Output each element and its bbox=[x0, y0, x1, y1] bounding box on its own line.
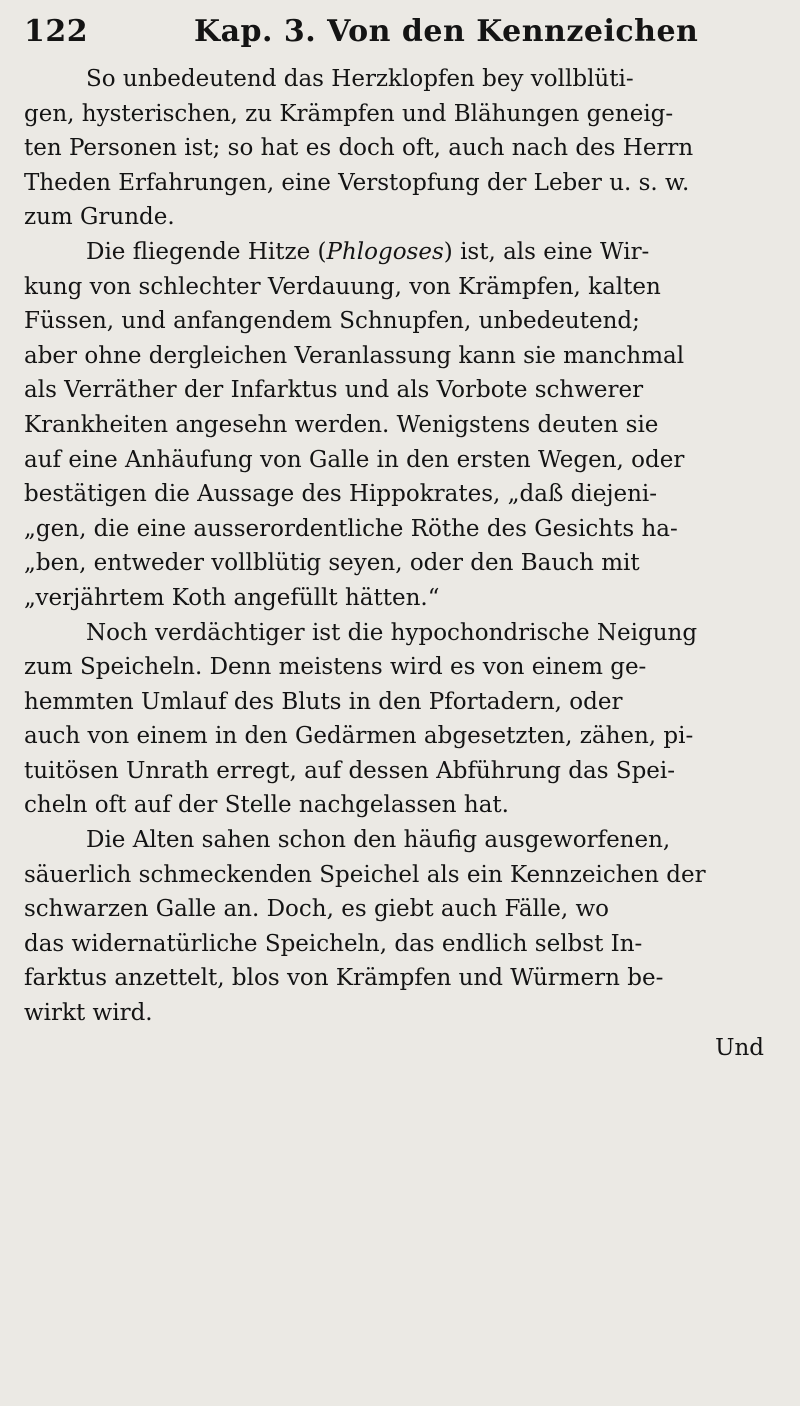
text-line: aber ohne dergleichen Veranlassung kann sie manchmal bbox=[24, 342, 685, 369]
body-text bbox=[24, 62, 776, 1065]
text-line: Theden Erfahrungen, eine Verstopfung der Leber u. s. w. bbox=[24, 169, 690, 196]
text-line: hemmten Umlauf des Bluts in den Pfortadern, oder bbox=[24, 688, 623, 715]
text-line: Füssen, und anfangendem Schnupfen, unbedeutend; bbox=[24, 308, 640, 335]
text-line: auch von einem in den Gedärmen abgesetzten, zähen, pi- bbox=[24, 723, 694, 750]
text-line: Die fliegende Hitze (Phlogoses) ist, als eine Wir- bbox=[86, 238, 650, 265]
text-line: kung von schlechter Verdauung, von Krämpfen, kalten bbox=[24, 273, 661, 300]
text-line: Krankheiten angesehn werden. Wenigstens deuten sie bbox=[24, 411, 659, 438]
text-line: säuerlich schmeckenden Speichel als ein Kennzeichen der bbox=[24, 861, 706, 888]
paragraph-salivation bbox=[24, 616, 776, 824]
running-title: Kap. 3. Von den Kennzeichen bbox=[194, 14, 699, 49]
paragraph-flying-heat bbox=[24, 235, 776, 616]
text-line: Die Alten sahen schon den häufig ausgeworfenen, bbox=[86, 827, 671, 854]
text-line: „verjährtem Koth angefüllt hätten.“ bbox=[24, 584, 440, 611]
text-line: auf eine Anhäufung von Galle in den ersten Wegen, oder bbox=[24, 446, 685, 473]
page-header bbox=[24, 14, 794, 54]
text-line: So unbedeutend das Herzklopfen bey vollblüti- bbox=[86, 66, 634, 92]
latin-term: Phlogoses bbox=[326, 238, 444, 265]
text-line: schwarzen Galle an. Doch, es giebt auch Fälle, wo bbox=[24, 896, 610, 923]
text-line: „ben, entweder vollblütig seyen, oder den Bauch mit bbox=[24, 550, 640, 577]
text-line: bestätigen die Aussage des Hippokrates, „daß diejeni- bbox=[24, 481, 658, 508]
text-line: zum Speicheln. Denn meistens wird es von einem ge- bbox=[24, 654, 647, 681]
text-line: gen, hysterischen, zu Krämpfen und Blähungen geneig- bbox=[24, 100, 674, 127]
text-line: farktus anzettelt, blos von Krämpfen und Würmern be- bbox=[24, 965, 664, 992]
text-line: das widernatürliche Speicheln, das endlich selbst In- bbox=[24, 930, 643, 957]
text-line: ten Personen ist; so hat es doch oft, auch nach des Herrn bbox=[24, 135, 694, 162]
paragraph-the-ancients bbox=[24, 823, 776, 1031]
paragraph-heart-palpitation bbox=[24, 62, 776, 235]
text-line: wirkt wird. bbox=[24, 1000, 153, 1027]
catchword: Und bbox=[715, 1034, 764, 1061]
text-line: cheln oft auf der Stelle nachgelassen hat. bbox=[24, 792, 509, 819]
page-number: 122 bbox=[24, 14, 89, 49]
text-line: tuitösen Unrath erregt, auf dessen Abführung das Spei- bbox=[24, 757, 676, 784]
text-line: als Verräther der Infarktus und als Vorbote schwerer bbox=[24, 377, 644, 404]
text-line: Noch verdächtiger ist die hypochondrische Neigung bbox=[86, 619, 698, 646]
text-line: zum Grunde. bbox=[24, 204, 175, 231]
text-line: „gen, die eine ausserordentliche Röthe des Gesichts ha- bbox=[24, 515, 678, 542]
